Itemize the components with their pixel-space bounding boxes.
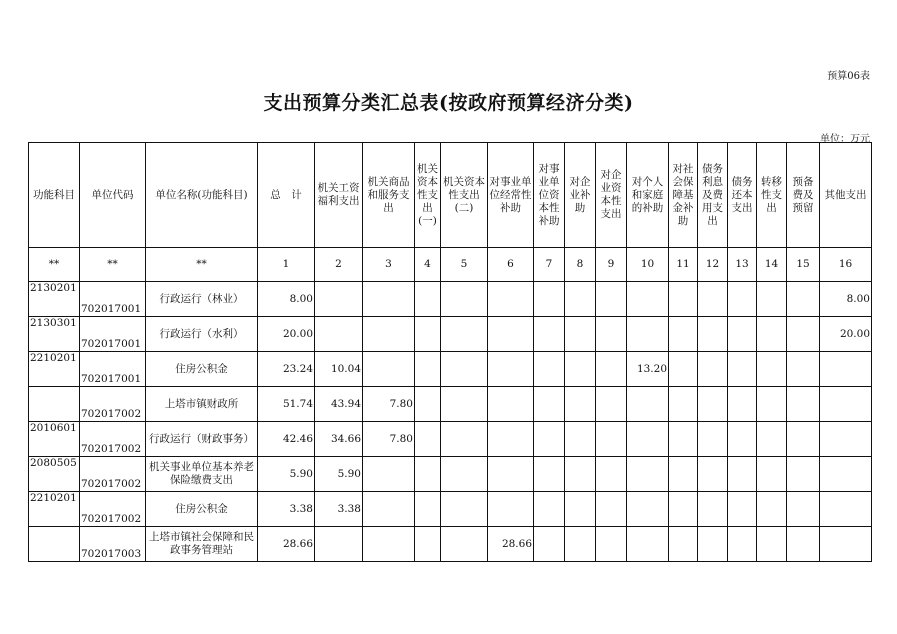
amount-cell [565,387,596,422]
function-code-cell: 2130301 [29,317,80,352]
amount-cell [363,282,415,317]
amount-cell [728,352,757,387]
amount-cell [627,387,669,422]
amount-cell [441,422,488,457]
amount-cell [698,457,728,492]
amount-cell [757,422,787,457]
amount-cell [757,352,787,387]
amount-cell [363,527,415,562]
amount-cell [787,352,820,387]
index-cell: 1 [258,248,315,282]
amount-cell [441,457,488,492]
amount-cell [596,317,627,352]
amount-cell [534,387,565,422]
index-cell: 2 [315,248,363,282]
amount-cell [488,282,534,317]
function-code-cell [29,527,80,562]
amount-cell [728,282,757,317]
header-cell: 机关商品和服务支出 [363,143,415,248]
header-cell: 机关资本性支出(二) [441,143,488,248]
amount-cell [315,282,363,317]
amount-cell [757,457,787,492]
amount-cell [488,387,534,422]
unit-label: 单位：万元 [820,134,870,145]
amount-cell [534,422,565,457]
column-index-row [29,248,872,282]
amount-cell [627,527,669,562]
amount-cell [488,352,534,387]
amount-cell [534,352,565,387]
header-cell: 债务利息及费用支出 [698,143,728,248]
amount-cell [787,422,820,457]
header-cell: 对社会保障基金补助 [669,143,698,248]
unit-name-cell: 行政运行（林业） [146,282,258,317]
amount-cell [415,422,441,457]
index-cell: ** [80,248,146,282]
header-cell: 单位名称(功能科目) [146,143,258,248]
index-cell: 5 [441,248,488,282]
unit-name-cell: 住房公积金 [146,492,258,527]
function-code-cell: 2010601 [29,422,80,457]
amount-cell [565,492,596,527]
header-cell: 对事业单位经常性补助 [488,143,534,248]
amount-cell [698,492,728,527]
header-cell: 对个人和家庭的补助 [627,143,669,248]
header-cell: 对企业资本性支出 [596,143,627,248]
amount-cell: 5.90 [315,457,363,492]
amount-cell [698,352,728,387]
amount-cell [534,457,565,492]
amount-cell [787,527,820,562]
amount-cell [728,492,757,527]
amount-cell [315,527,363,562]
amount-cell [820,527,872,562]
header-cell: 机关资本性支出(一) [415,143,441,248]
amount-cell [757,387,787,422]
amount-cell [787,457,820,492]
amount-cell [488,317,534,352]
header-cell: 总 计 [258,143,315,248]
amount-cell: 28.66 [258,527,315,562]
index-cell: 3 [363,248,415,282]
function-code-cell: 2210201 [29,352,80,387]
amount-cell [757,317,787,352]
index-cell: ** [29,248,80,282]
budget-table [28,142,872,562]
amount-cell [596,457,627,492]
amount-cell [534,492,565,527]
amount-cell: 8.00 [820,282,872,317]
table-row [29,492,872,527]
amount-cell [757,492,787,527]
amount-cell: 51.74 [258,387,315,422]
amount-cell: 3.38 [315,492,363,527]
amount-cell [820,387,872,422]
amount-cell [363,352,415,387]
amount-cell [728,387,757,422]
amount-cell: 3.38 [258,492,315,527]
amount-cell [415,352,441,387]
table-body [29,282,872,562]
index-cell: 12 [698,248,728,282]
amount-cell [596,282,627,317]
function-code-cell: 2130201 [29,282,80,317]
unit-code-cell: 702017001 [80,282,146,317]
unit-code-cell: 702017002 [80,387,146,422]
header-cell: 对企业补助 [565,143,596,248]
header-cell: 功能科目 [29,143,80,248]
table-row [29,422,872,457]
amount-cell [363,492,415,527]
amount-cell [627,282,669,317]
index-cell: 15 [787,248,820,282]
amount-cell [698,422,728,457]
amount-cell [596,492,627,527]
header-row [29,143,872,248]
amount-cell [757,527,787,562]
unit-name-cell: 上塔市镇社会保障和民政事务管理站 [146,527,258,562]
amount-cell: 43.94 [315,387,363,422]
amount-cell [627,492,669,527]
unit-name-cell: 行政运行（财政事务） [146,422,258,457]
unit-code-cell: 702017001 [80,352,146,387]
amount-cell [787,282,820,317]
amount-cell [757,282,787,317]
amount-cell [669,352,698,387]
unit-code-cell: 702017001 [80,317,146,352]
index-cell: 16 [820,248,872,282]
amount-cell [820,492,872,527]
amount-cell [565,527,596,562]
amount-cell [441,527,488,562]
amount-cell [627,317,669,352]
amount-cell [820,352,872,387]
unit-name-cell: 上塔市镇财政所 [146,387,258,422]
amount-cell [565,352,596,387]
amount-cell: 20.00 [820,317,872,352]
table-row [29,457,872,492]
amount-cell [698,387,728,422]
amount-cell [363,317,415,352]
header-cell: 债务还本支出 [728,143,757,248]
amount-cell [415,492,441,527]
amount-cell [415,457,441,492]
amount-cell [669,527,698,562]
amount-cell: 23.24 [258,352,315,387]
unit-code-cell: 702017002 [80,492,146,527]
amount-cell [698,527,728,562]
amount-cell [565,422,596,457]
amount-cell: 8.00 [258,282,315,317]
header-cell: 对事业单位资本性补助 [534,143,565,248]
amount-cell [728,422,757,457]
index-cell: 13 [728,248,757,282]
amount-cell [787,492,820,527]
amount-cell [596,527,627,562]
amount-cell [596,422,627,457]
amount-cell [669,282,698,317]
index-cell: 6 [488,248,534,282]
index-cell: 8 [565,248,596,282]
header-cell: 预备费及预留 [787,143,820,248]
index-cell: ** [146,248,258,282]
index-cell: 10 [627,248,669,282]
amount-cell [415,282,441,317]
amount-cell: 28.66 [488,527,534,562]
amount-cell [596,352,627,387]
amount-cell [787,387,820,422]
function-code-cell: 2080505 [29,457,80,492]
amount-cell [698,282,728,317]
amount-cell [534,527,565,562]
amount-cell: 20.00 [258,317,315,352]
amount-cell [787,317,820,352]
table-row [29,317,872,352]
amount-cell: 5.90 [258,457,315,492]
table-row [29,282,872,317]
amount-cell [669,317,698,352]
amount-cell [315,317,363,352]
index-cell: 4 [415,248,441,282]
amount-cell [441,317,488,352]
amount-cell [565,282,596,317]
amount-cell: 42.46 [258,422,315,457]
amount-cell [669,457,698,492]
amount-cell [441,492,488,527]
amount-cell [565,317,596,352]
amount-cell [441,387,488,422]
amount-cell [415,317,441,352]
amount-cell [596,387,627,422]
header-cell: 单位代码 [80,143,146,248]
unit-name-cell: 住房公积金 [146,352,258,387]
amount-cell: 7.80 [363,387,415,422]
index-cell: 14 [757,248,787,282]
table-row [29,527,872,562]
amount-cell [488,422,534,457]
amount-cell [627,422,669,457]
unit-code-cell: 702017002 [80,422,146,457]
unit-code-cell: 702017003 [80,527,146,562]
amount-cell [534,282,565,317]
amount-cell [820,422,872,457]
amount-cell: 13.20 [627,352,669,387]
amount-cell [441,352,488,387]
amount-cell: 7.80 [363,422,415,457]
amount-cell [363,457,415,492]
amount-cell: 34.66 [315,422,363,457]
amount-cell [415,527,441,562]
table-row [29,387,872,422]
unit-name-cell: 机关事业单位基本养老保险缴费支出 [146,457,258,492]
amount-cell [728,457,757,492]
amount-cell [441,282,488,317]
unit-code-cell: 702017002 [80,457,146,492]
index-cell: 11 [669,248,698,282]
amount-cell [669,422,698,457]
amount-cell [488,492,534,527]
amount-cell [669,492,698,527]
header-cell: 转移性支出 [757,143,787,248]
amount-cell [488,457,534,492]
amount-cell [534,317,565,352]
amount-cell [728,317,757,352]
amount-cell: 10.04 [315,352,363,387]
amount-cell [565,457,596,492]
header-cell: 其他支出 [820,143,872,248]
header-cell: 机关工资福利支出 [315,143,363,248]
index-cell: 7 [534,248,565,282]
page-title: 支出预算分类汇总表(按政府预算经济分类) [263,92,634,114]
index-cell: 9 [596,248,627,282]
table-number-label: 预算06表 [827,71,870,82]
amount-cell [698,317,728,352]
table-row [29,352,872,387]
amount-cell [728,527,757,562]
unit-name-cell: 行政运行（水利） [146,317,258,352]
amount-cell [669,387,698,422]
amount-cell [415,387,441,422]
amount-cell [820,457,872,492]
function-code-cell: 2210201 [29,492,80,527]
function-code-cell [29,387,80,422]
amount-cell [627,457,669,492]
